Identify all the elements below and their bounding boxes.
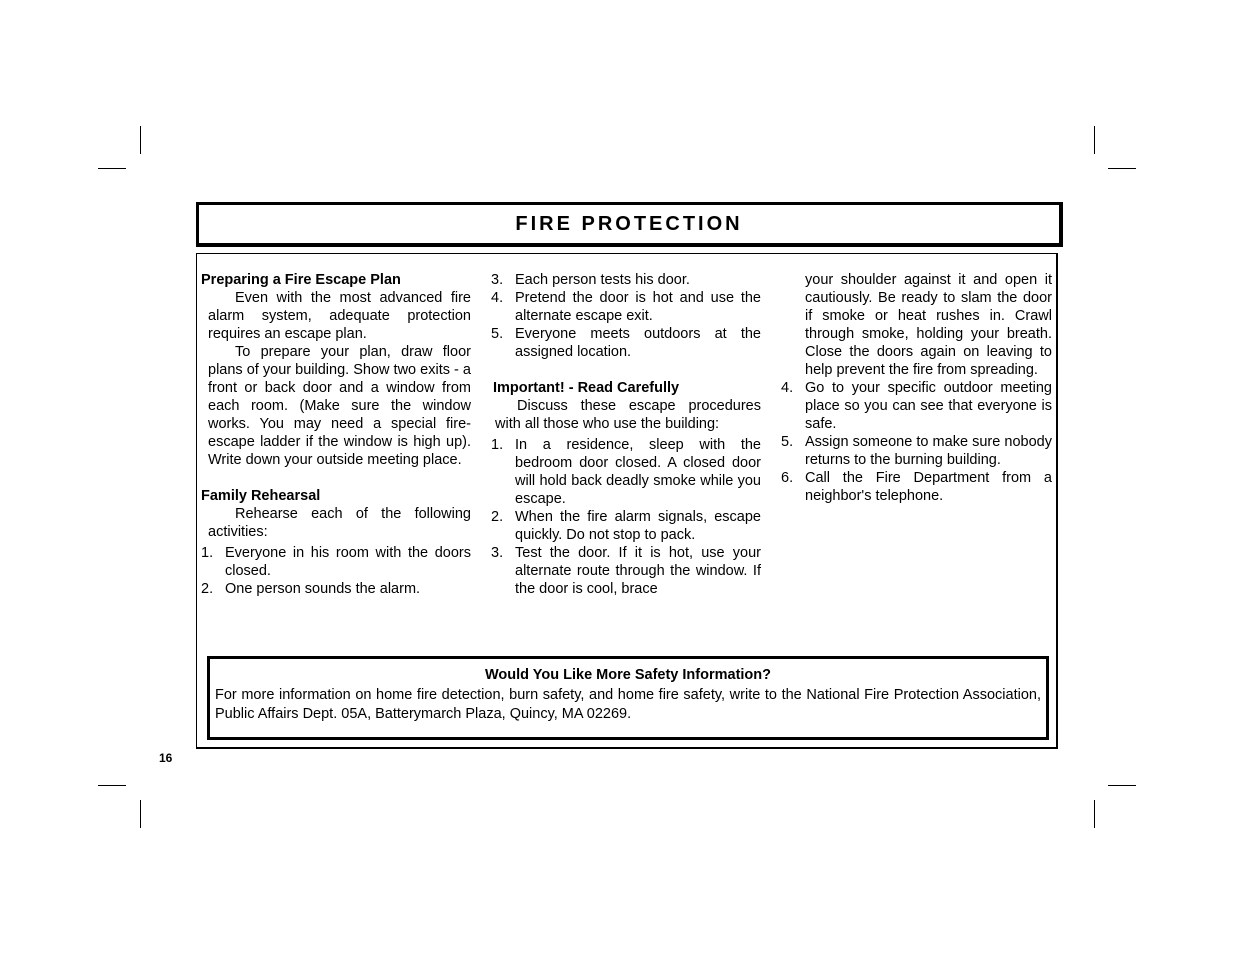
column-1 [201,271,471,598]
list-item: 1. Everyone in his room with the doors closed. [201,545,471,579]
list-item: 3. Each person tests his door. [491,272,690,288]
info-body: For more information on home fire detection, burn safety, and home fire safety, write to the National Fire Protection Association, Public Affairs Dept. 05A, Batterymarch Plaza, Quincy, MA 02269. [215,687,1041,722]
page-number: 16 [159,751,173,765]
list-item: 2. One person sounds the alarm. [201,581,421,597]
paragraph: Discuss these escape procedures with all those who use the building: [495,398,761,432]
list-item: 3. Test the door. If it is hot, use your alternate route through the window. If the door is cool, brace [491,545,761,597]
page-title: FIRE PROTECTION [515,212,743,235]
list-item: 5. Assign someone to make sure nobody returns to the burning building. [781,434,1052,468]
numbered-list [491,271,761,361]
crop-mark [1094,126,1095,154]
list-item: 2. When the fire alarm signals, escape quickly. Do not stop to pack. [491,509,761,543]
paragraph: Rehearse each of the following activities: [208,506,471,540]
column-3 [781,271,1052,505]
crop-mark [140,800,141,828]
title-banner [196,202,1063,247]
crop-mark [140,126,141,154]
list-item: 4. Pretend the door is hot and use the alternate escape exit. [491,290,761,324]
numbered-list [201,544,471,598]
column-2 [491,271,761,598]
list-item: 1. In a residence, sleep with the bedroom door closed. A closed door will hold back deadly smoke while you escape. [491,437,761,507]
safety-info-box [207,656,1049,740]
list-item: 4. Go to your specific outdoor meeting place so you can see that everyone is safe. [781,380,1052,432]
numbered-list [781,379,1052,505]
section-heading: Family Rehearsal [201,488,321,504]
info-title: Would You Like More Safety Information? [485,667,771,683]
section-heading: Preparing a Fire Escape Plan [201,272,401,288]
list-item: 6. Call the Fire Department from a neighbor's telephone. [781,470,1052,504]
list-item: 5. Everyone meets outdoors at the assigned location. [491,326,761,360]
content-panel [196,253,1058,749]
crop-mark [98,785,126,786]
crop-mark [1108,168,1136,169]
section-heading: Important! - Read Carefully [493,380,680,396]
numbered-list [491,436,761,598]
paragraph: To prepare your plan, draw floor plans of your building. Show two exits - a front or back door and a window from each room. (Make sure the window works. You may need a special fire-escape ladder if the window is high up). Write down your outside meeting place. [208,344,471,468]
crop-mark [1108,785,1136,786]
crop-mark [1094,800,1095,828]
paragraph: your shoulder against it and open it cautiously. Be ready to slam the door if smoke or heat rushes in. Crawl through smoke, holding your breath. Close the doors again on leaving to help prevent the fire from spreading. [805,272,1052,378]
crop-mark [98,168,126,169]
paragraph: Even with the most advanced fire alarm system, adequate protection requires an escape plan. [208,290,471,342]
